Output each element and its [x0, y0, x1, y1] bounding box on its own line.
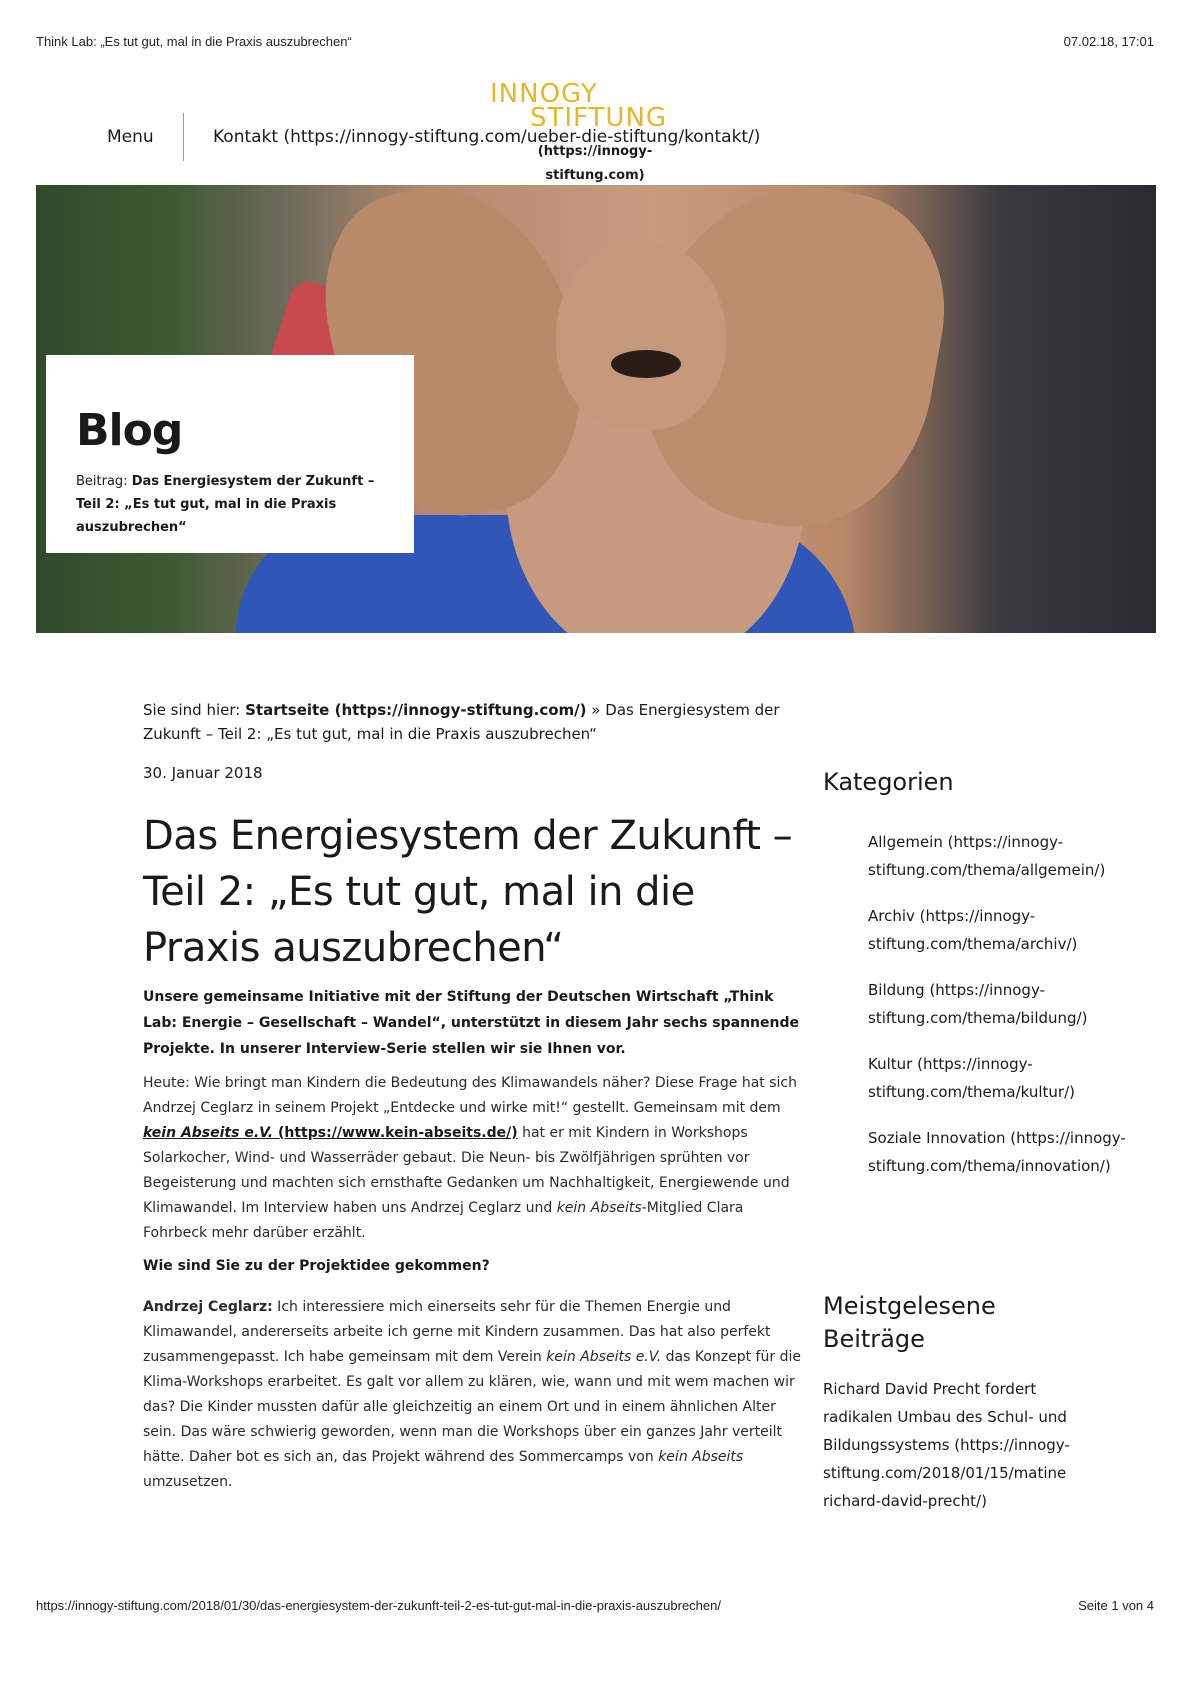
paragraph-text: -Mitglied Clara Fohrbeck mehr darüber erzählt.: [143, 1200, 744, 1241]
logo-line1: INNOGY: [490, 79, 598, 109]
paragraph-text: Heute: Wie bringt man Kindern die Bedeutung des Klimawandels näher? Diese Frage hat sich Andrzej Ceglarz in seinem Projekt „Entdecke und wirke mit!“ gestellt. Gemeinsam mit dem: [143, 1075, 797, 1116]
blog-subtitle-title: Das Energiesystem der Zukunft – Teil 2: „Es tut gut, mal in die Praxis auszubrechen“: [76, 474, 375, 535]
post-date: 30. Januar 2018: [143, 764, 263, 782]
interview-question: Wie sind Sie zu der Projektidee gekommen?: [143, 1258, 490, 1274]
blog-subtitle-prefix: Beitrag:: [76, 474, 128, 489]
kontakt-link[interactable]: Kontakt (https://innogy-stiftung.com/ueber-die-stiftung/kontakt/): [213, 127, 761, 147]
kein-abseits-link-name: kein Abseits e.V.: [143, 1125, 274, 1141]
paragraph-text: umzusetzen.: [143, 1474, 233, 1490]
speaker-name: Andrzej Ceglarz:: [143, 1299, 273, 1315]
paragraph-text: das Konzept für die Klima-Workshops erarbeitet. Es galt vor allem zu klären, wie, wann und mit wem machen wir das? Die Kinder mussten dafür alle gleichzeitig an einem Ort und in einem ähnlichen Alter sein. Das wäre schwierig geworden, wenn man die Workshops über ein ganzes Jahr verteilt hätte. Daher bot es sich an, das Projekt während des Sommercamps von: [143, 1349, 801, 1465]
category-link[interactable]: Archiv (https://innogy-stiftung.com/thema/archiv/): [868, 907, 1078, 953]
blog-title: Blog: [76, 405, 183, 456]
category-link[interactable]: Bildung (https://innogy-stiftung.com/thema/bildung/): [868, 981, 1088, 1027]
kein-abseits-link[interactable]: [143, 1125, 518, 1141]
paragraph-text: Ich interessiere mich einerseits sehr für die Themen Energie und Klimawandel, andererseits arbeite ich gerne mit Kindern zusammen. Das hat also perfekt zusammengepasst. Ich habe gemeinsam mit dem Verein: [143, 1299, 771, 1365]
paragraph-emphasis: kein Abseits e.V.: [546, 1349, 662, 1365]
paragraph-answer: [143, 1295, 803, 1495]
paragraph-text: hat er mit Kindern in Workshops Solarkocher, Wind- und Wasserräder gebaut. Die Neun- bis Zwölfjährigen sprühten vor Begeisterung und machten sich ernsthafte Gedanken um Nachhaltigkeit, Energiewende und Klimawandel. Im Interview haben uns Andrzej Ceglarz und: [143, 1125, 790, 1216]
popular-post-link[interactable]: Richard David Precht fordert radikalen Umbau des Schul- und Bildungssystems (https://innogy-stiftung.com/2018/01/15/matine richard-david-precht/): [823, 1380, 1070, 1510]
category-link[interactable]: Kultur (https://innogy-stiftung.com/thema/kultur/): [868, 1055, 1075, 1101]
breadcrumb: [143, 698, 803, 746]
categories-heading: Kategorien: [823, 768, 954, 796]
categories-list: [868, 828, 1158, 1198]
breadcrumb-current: Das Energiesystem der Zukunft – Teil 2: „Es tut gut, mal in die Praxis auszubrechen“: [143, 701, 780, 743]
print-footer-url: https://innogy-stiftung.com/2018/01/30/das-energiesystem-der-zukunft-teil-2-es-tut-gut-mal-in-die-praxis-auszubrechen/: [36, 1598, 721, 1613]
nav-divider: [183, 113, 184, 161]
kein-abseits-link-url: (https://www.kein-abseits.de/): [273, 1125, 518, 1141]
category-link[interactable]: Allgemein (https://innogy-stiftung.com/thema/allgemein/): [868, 833, 1106, 879]
print-footer-page: Seite 1 von 4: [1078, 1598, 1154, 1613]
category-link[interactable]: Soziale Innovation (https://innogy-stiftung.com/thema/innovation/): [868, 1129, 1126, 1175]
paragraph-emphasis: kein Abseits: [556, 1200, 642, 1216]
menu-button[interactable]: Menu: [107, 127, 154, 147]
heart-gesture: [556, 240, 726, 430]
eye: [611, 350, 681, 378]
blog-subtitle: [76, 470, 396, 539]
logo-url[interactable]: (https://innogy-stiftung.com): [537, 144, 653, 183]
paragraph-emphasis: kein Abseits: [658, 1449, 744, 1465]
breadcrumb-separator: »: [591, 701, 601, 719]
print-header-datetime: 07.02.18, 17:01: [1063, 34, 1154, 49]
breadcrumb-home-link[interactable]: Startseite (https://innogy-stiftung.com/): [245, 701, 587, 719]
article-title: Das Energiesystem der Zukunft – Teil 2: „Es tut gut, mal in die Praxis auszubrechen“: [143, 813, 793, 971]
breadcrumb-prefix: Sie sind hier:: [143, 701, 241, 719]
logo[interactable]: [490, 79, 690, 133]
paragraph-intro: [143, 1071, 803, 1246]
logo-line2: STIFTUNG: [530, 103, 668, 133]
article-lead: Unsere gemeinsame Initiative mit der Stiftung der Deutschen Wirtschaft „Think Lab: Energie – Gesellschaft – Wandel“, unterstützt in diesem Jahr sechs spannende Projekte. In unserer Interview-Serie stellen wir sie Ihnen vor.: [143, 989, 799, 1057]
print-header-title: Think Lab: „Es tut gut, mal in die Praxis auszubrechen“: [36, 34, 352, 49]
popular-posts-heading: Meistgelesene Beiträge: [823, 1292, 996, 1353]
